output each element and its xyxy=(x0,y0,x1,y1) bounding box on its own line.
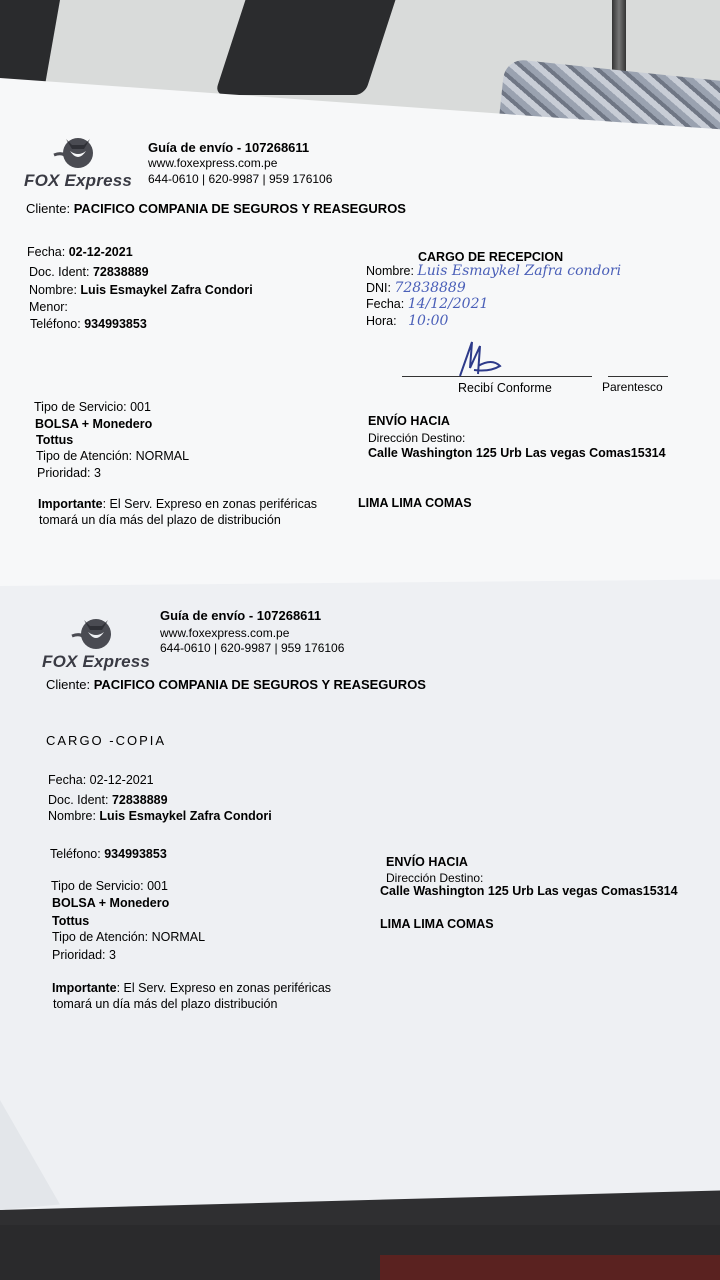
ship-to-title-copy: ENVÍO HACIA xyxy=(386,855,468,869)
important-note-2: tomará un día más del plazo de distribución xyxy=(39,513,281,527)
name-label-copy: Nombre: xyxy=(48,809,96,823)
reception-title: CARGO DE RECEPCION xyxy=(418,250,564,264)
important-text-copy: : El Serv. Expreso en zonas periféricas xyxy=(116,981,332,995)
reception-time-label: Hora: xyxy=(366,314,397,328)
important-label: Importante xyxy=(38,497,103,511)
attention-type-copy: Tipo de Atención: NORMAL xyxy=(52,930,206,944)
doc-line xyxy=(29,264,149,281)
important-note xyxy=(38,496,317,513)
name-value: Luis Esmaykel Zafra Condori xyxy=(80,283,253,297)
reception-time-line xyxy=(366,313,448,330)
shoe xyxy=(215,0,396,95)
fox-express-logo-copy xyxy=(42,614,152,672)
phones: 644-0610 | 620-9987 | 959 176106 xyxy=(148,172,333,186)
destination-address-copy: Calle Washington 125 Urb Las vegas Comas15314 xyxy=(380,884,678,898)
reception-dni-handwritten: 72838889 xyxy=(394,280,466,296)
fox-express-logo xyxy=(24,133,134,191)
date-line xyxy=(27,244,133,261)
website: www.foxexpress.com.pe xyxy=(148,156,278,170)
received-label: Recibí Conforme xyxy=(458,381,552,395)
name-label: Nombre: xyxy=(29,283,77,297)
important-note-copy xyxy=(52,980,331,997)
product-line-1: BOLSA + Monedero xyxy=(35,417,153,431)
doc-value: 72838889 xyxy=(92,265,149,279)
doc-line-copy xyxy=(48,792,168,809)
reception-time-handwritten: 10:00 xyxy=(408,313,449,329)
reception-dni-label: DNI: xyxy=(366,281,391,295)
guide-number: Guía de envío - 107268611 xyxy=(148,140,310,155)
copy-title: CARGO -COPIA xyxy=(46,733,167,748)
service-type-copy: Tipo de Servicio: 001 xyxy=(51,879,168,893)
relationship-line xyxy=(608,376,668,377)
important-label-copy: Importante xyxy=(52,981,117,995)
reception-date-line xyxy=(366,296,488,313)
client-label: Cliente: xyxy=(26,201,71,216)
client-value: PACIFICO COMPANIA DE SEGUROS Y REASEGUROS xyxy=(73,201,406,216)
doc-label-copy: Doc. Ident: xyxy=(48,793,109,807)
destination-city: LIMA LIMA COMAS xyxy=(358,496,472,510)
phone-line-copy xyxy=(50,846,167,863)
priority: Prioridad: 3 xyxy=(37,466,101,480)
guide-number-copy: Guía de envío - 107268611 xyxy=(160,608,322,623)
reception-date-handwritten: 14/12/2021 xyxy=(407,296,489,312)
phone-label-copy: Teléfono: xyxy=(50,847,101,861)
website-copy: www.foxexpress.com.pe xyxy=(160,626,290,640)
name-line xyxy=(29,282,253,299)
client-line-copy xyxy=(46,676,426,693)
destination-label: Dirección Destino: xyxy=(368,431,466,445)
reception-date-label: Fecha: xyxy=(366,297,405,311)
product-line-1-copy: BOLSA + Monedero xyxy=(52,896,170,910)
ship-to-title: ENVÍO HACIA xyxy=(368,414,450,428)
doc-label: Doc. Ident: xyxy=(29,265,90,279)
relationship-label: Parentesco xyxy=(602,380,663,394)
name-value-copy: Luis Esmaykel Zafra Condori xyxy=(99,809,272,823)
phone-value-copy: 934993853 xyxy=(104,847,167,861)
logo-text: FOX Express xyxy=(24,171,133,190)
date-label: Fecha: xyxy=(27,245,66,259)
minor-label: Menor: xyxy=(29,300,68,314)
phone-value: 934993853 xyxy=(84,317,147,331)
phone-label: Teléfono: xyxy=(30,317,81,331)
phone-line xyxy=(30,316,147,333)
fox-icon-copy xyxy=(42,614,152,652)
attention-type: Tipo de Atención: NORMAL xyxy=(36,449,190,463)
name-line-copy xyxy=(48,808,272,825)
reception-dni-line xyxy=(366,280,466,297)
reception-name-line xyxy=(366,263,621,280)
client-label-copy: Cliente: xyxy=(46,677,91,692)
destination-city-copy: LIMA LIMA COMAS xyxy=(380,917,494,931)
reception-name-label: Nombre: xyxy=(366,264,414,278)
date-copy: Fecha: 02-12-2021 xyxy=(48,773,154,787)
destination-address: Calle Washington 125 Urb Las vegas Comas15314 xyxy=(368,446,666,460)
reception-name-handwritten: Luis Esmaykel Zafra condori xyxy=(417,263,622,279)
doc-value-copy: 72838889 xyxy=(111,793,168,807)
product-line-2: Tottus xyxy=(36,433,74,447)
important-note-2-copy: tomará un día más del plazo distribución xyxy=(53,997,278,1011)
logo-text-copy: FOX Express xyxy=(42,652,151,671)
phones-copy: 644-0610 | 620-9987 | 959 176106 xyxy=(160,641,345,655)
client-value-copy: PACIFICO COMPANIA DE SEGUROS Y REASEGUROS xyxy=(93,677,426,692)
table-edge-red xyxy=(380,1255,720,1280)
priority-copy: Prioridad: 3 xyxy=(52,948,116,962)
important-text: : El Serv. Expreso en zonas periféricas xyxy=(102,497,318,511)
product-line-2-copy: Tottus xyxy=(52,914,90,928)
signature-line xyxy=(402,376,592,377)
destination-label-copy: Dirección Destino: xyxy=(386,871,484,885)
client-line xyxy=(26,200,406,217)
service-type: Tipo de Servicio: 001 xyxy=(34,400,151,414)
date-value: 02-12-2021 xyxy=(68,245,133,259)
fox-icon xyxy=(24,133,134,171)
